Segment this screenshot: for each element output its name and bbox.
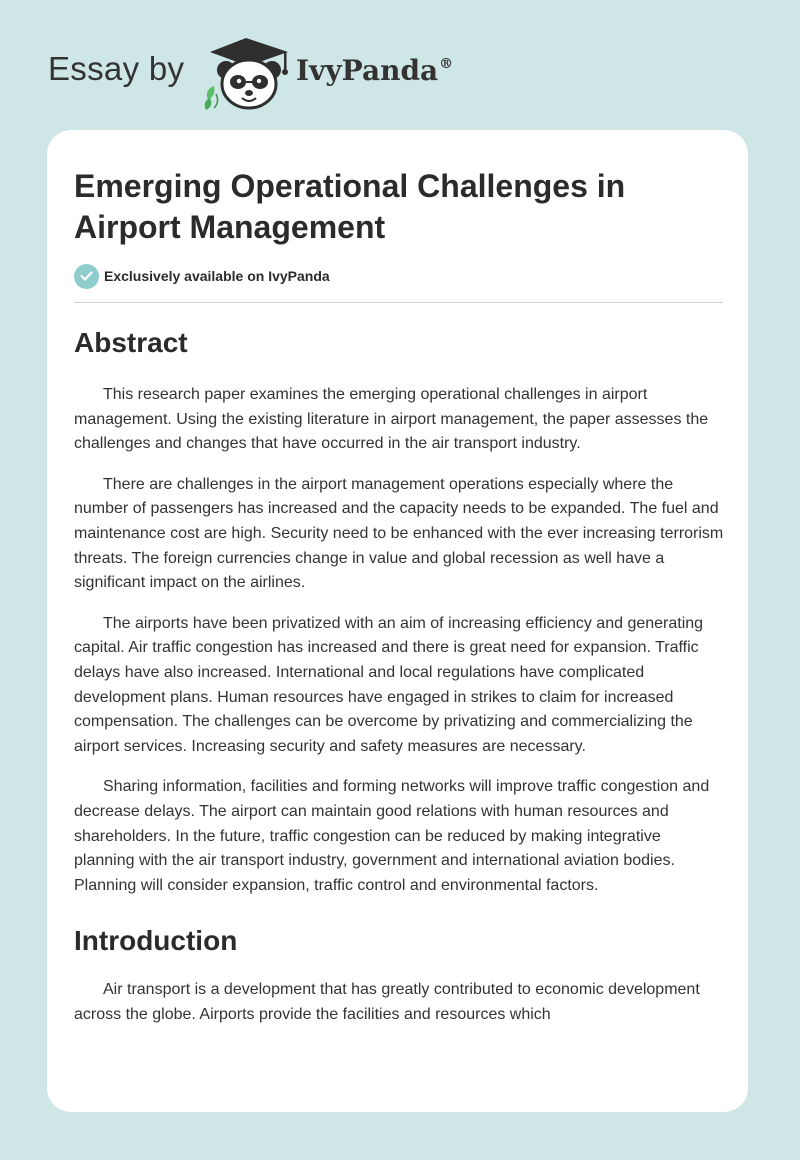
section-heading-introduction: Introduction	[74, 925, 238, 957]
site-header	[0, 0, 800, 130]
check-circle-icon	[74, 264, 99, 289]
page-title: Emerging Operational Challenges in Airport Management	[74, 168, 626, 245]
section-heading-abstract: Abstract	[74, 327, 188, 358]
registered-mark: ®	[439, 56, 454, 72]
ivypanda-logo-icon[interactable]	[200, 36, 296, 110]
brand-name[interactable]	[296, 54, 453, 87]
paragraph: The airports have been privatized with an aim of increasing efficiency and generating capital. Air traffic congestion has increased and there is great need for expansion. Traffic delays have also increased. International and local regulations have complicated development plans. Human resources have engaged in strikes to claim for increased compensation. The challenges can be overcome by privatizing and commercializing the airport services. Increasing security and safety measures are necessary.	[74, 614, 704, 755]
badge-label: Exclusively available on IvyPanda	[104, 268, 330, 284]
essay-body	[74, 325, 724, 1043]
exclusive-badge	[74, 263, 330, 289]
paragraph: Sharing information, facilities and forming networks will improve traffic congestion and decrease delays. The airport can maintain good relations with human resources and shareholders. In the future, traffic congestion can be reduced by making integrative planning with the air transport industry, government and international aviation bodies. Planning will consider expansion, traffic control and environmental factors.	[74, 778, 710, 894]
paragraph: This research paper examines the emerging operational challenges in airport management. Using the existing literature in airport management, the paper assesses the challenges and changes that have occurred in the air transport industry.	[74, 386, 709, 453]
paragraph: There are challenges in the airport management operations especially where the number of passengers has increased and the capacity needs to be expanded. The fuel and maintenance cost are high. Security need to be enhanced with the ever increasing terrorism threats. The foreign currencies change in value and global recession as well have a significant impact on the airlines.	[74, 475, 724, 592]
brand-name-text: IvyPanda	[296, 54, 439, 87]
essay-card	[47, 130, 748, 1112]
divider	[74, 302, 723, 303]
paragraph: Air transport is a development that has greatly contributed to economic development across the globe. Airports provide the facilities and resources which	[74, 981, 700, 1023]
brand-prefix: Essay by	[48, 50, 185, 87]
